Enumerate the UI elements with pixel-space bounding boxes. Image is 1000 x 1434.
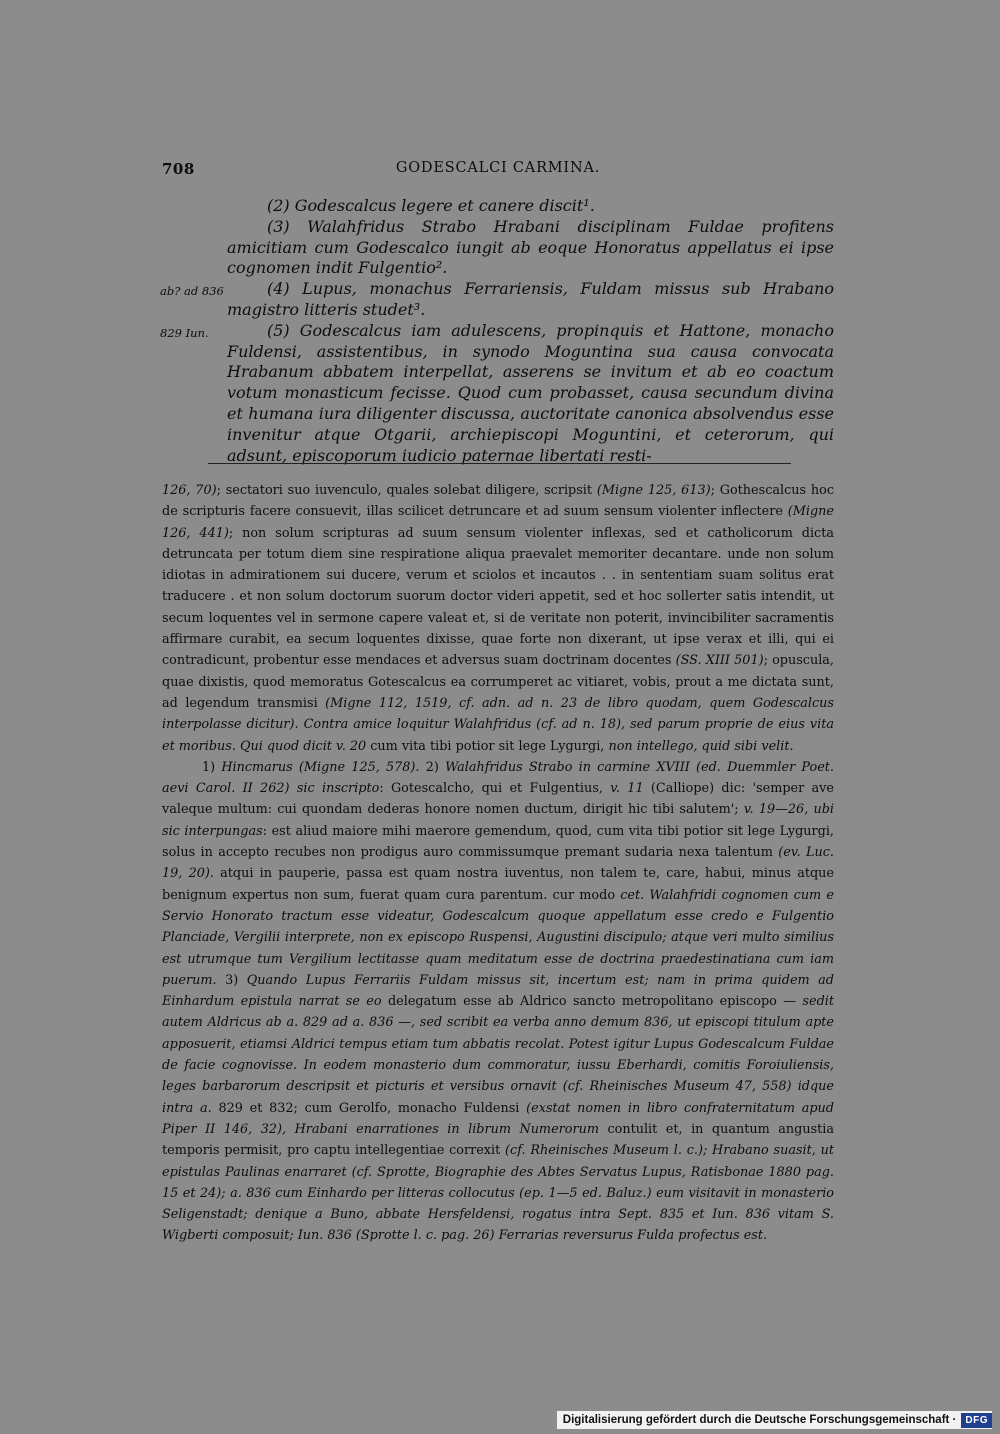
dfg-logo: DFG	[961, 1413, 992, 1428]
main-text	[160, 196, 834, 466]
footer-text: Digitalisierung gefördert durch die Deutsche Forschungsgemeinschaft ·	[562, 1414, 957, 1426]
note-run: ; Gothescalcus hoc de scripturis facere consuevit, illas scilicet detruncare et ad suum sensum violenter inflectere	[162, 483, 834, 520]
note-run-italic: v. 11	[610, 781, 644, 797]
page-number: 708	[162, 160, 195, 178]
note-run-italic: (Migne 126, 441)	[162, 504, 834, 541]
note-run-italic: (exstat nomen in libro confraternitatum apud Piper II 146, 32), Hrabani enarrationes in librum Numerorum	[162, 1100, 834, 1137]
margin-date: ab? ad 836	[160, 284, 224, 299]
note-run: ; opuscula, quae dixistis, quod memoratus Gotescalcus ea corrumperet ac vitiaret, vobis, prout a me dictata sunt, ad legendum transmisi	[162, 653, 834, 711]
note-run: delegatum esse ab Aldrico sancto metropolitano episcopo	[381, 994, 784, 1010]
note-run: 2)	[419, 759, 446, 775]
note-run-italic: 126, 70)	[162, 483, 217, 498]
note-run-italic: Hincmarus (Migne 125, 578).	[221, 759, 420, 775]
note-run-italic: Walahfridi cognomen cum e Servio Honorato tractum esse videatur, Godescalcum quoque appellatum esse credo e Fulgentio Planciade, Vergilii interprete, non ex episcopo Ruspensi, Augustini discipulo; atque veri multo similius est utrumque tum Vergilium lectitasse quam meditatum esse de doctrina praedestinatiana cum iam puerum.	[162, 887, 834, 988]
note-run-italic: (Migne 125, 613)	[596, 483, 711, 498]
entry-3	[227, 217, 834, 279]
note-run-italic: — sedit autem Aldricus ab a. 829 ad a. 836 —, sed scribit ea verba anno demum 836, ut episcopi titulum apte apposuerit, etiamsi Aldrici tempus etiam tum abbatis recolat. Potest igitur Lupus Godescalcum Fuldae de facie cognovisse. In eodem monasterio dum commoratur, iussu Eberhardi, comitis Foroiuliensis, leges barbarorum descripsit et picturis et versibus ornavit (cf. Rheinisches Museum 47, 558) idque intra a.	[162, 994, 834, 1116]
entry-2	[227, 196, 834, 217]
footnote-rule	[208, 463, 791, 464]
note-run: 1)	[202, 759, 222, 775]
footnotes-1-3	[162, 757, 834, 1247]
note-run-italic: Walahfridus Strabo in carmine XVIII (ed. Duemmler Poet. aevi Carol. II 262) sic inscripto	[162, 759, 834, 797]
entry-text: (3) Walahfridus Strabo Hrabani disciplinam Fuldae profitens amicitiam cum Godescalco iungit ab eoque Honoratus appellatus ei ipse cognomen indit Fulgentio².	[227, 216, 834, 278]
entry-4	[160, 279, 834, 321]
note-run: . atqui in pauperie, passa est quam nostra iuventus, non talem te, care, habui, minus atque benignum expertus non sum, fuerat quam cura parentum. cur modo	[162, 866, 834, 903]
running-head: GODESCALCI CARMINA.	[395, 160, 601, 176]
page-header	[162, 160, 834, 184]
note-run: ; sectatori suo iuvenculo, quales solebat diligere, scripsit	[216, 483, 597, 498]
note-run: 829 et 832; cum Gerolfo, monacho Fuldensi	[211, 1100, 527, 1116]
footnotes	[162, 480, 834, 1247]
note-run: : Gotescalcho, qui et Fulgentius,	[379, 781, 611, 797]
margin-date: 829 Iun.	[160, 325, 209, 340]
note-run-italic: Quando Lupus Ferrariis Fuldam missus sit, incertum est; nam in prima quidem ad Einhardum epistula narrat se eo	[162, 972, 834, 1010]
entry-text: (5) Godescalcus iam adulescens, propinquis et Hattone, monacho Fuldensi, assistentibus, in synodo Moguntina sua causa convocata Hrabanum abbatem interpellat, asserens se invitum et ab eo coactum votum monasticum fecisse. Quod cum probasset, causa secundum divina et humana iura diligenter discussa, auctoritate canonica absolvendus esse invenitur atque Otgarii, archiepiscopi Moguntini, et ceterorum, qui adsunt, episcoporum iudicio paternae libertati resti-	[227, 320, 834, 465]
entry-5	[160, 320, 834, 467]
note-run: : est aliud maiore mihi maerore gemendum, quod, cum vita tibi potior sit lege Lygurgi, solus in accepto recubes non prodigus auro commissumque premant sudaria nexa talentum	[162, 823, 834, 861]
note-run-italic: v. 19—26, ubi sic interpungas	[162, 802, 834, 839]
entry-text: (2) Godescalcus legere et canere discit¹.	[267, 196, 595, 215]
entry-text: (4) Lupus, monachus Ferrariensis, Fuldam missus sub Hrabano magistro litteris studet³.	[227, 279, 834, 319]
note-run: contulit et, in quantum angustia temporis permisit, pro captu intellegentiae correxit	[162, 1121, 834, 1159]
note-run: cum vita tibi potior sit lege Lygurgi,	[366, 738, 609, 754]
note-run-italic: (Migne 112, 1519, cf. adn. ad n. 23 de libro quodam, quem Godescalcus interpolasse dicitur). Contra amice loquitur Walahfridus (cf. ad n. 18), sed parum proprie de eius vita et moribus. Qui quod dicit v. 20	[162, 695, 834, 754]
note-run-italic: (ev. Luc. 19, 20)	[162, 845, 834, 882]
note-run-italic: cet.	[620, 887, 645, 903]
note-run-italic: (cf. Rheinisches Museum l. c.); Hrabano suasit, ut epistulas Paulinas enarraret (cf. Sprotte, Biographie des Abtes Servatus Lupus, Ratisbonae 1880 pag. 15 et 24); a. 836 cum Einhardo per litteras collocutus (ep. 1—5 ed. Baluz.) eum visitavit in monasterio Seligenstadt; denique a Buno, abbate Hersfeldensi, rogatus intra Sept. 835 et Iun. 836 vitam S. Wigberti composuit; Iun. 836 (Sprotte l. c. pag. 26) Ferrarias reversurus Fulda profectus est.	[162, 1143, 834, 1244]
dfg-footer	[557, 1411, 992, 1429]
note-run: 3)	[216, 972, 247, 988]
footnote-continuation	[162, 480, 834, 757]
note-run: (Calliope) dic: 'semper ave valeque multum: cui quondam dederas honore nomen ductum, dirigit hic tibi salutem';	[162, 781, 834, 818]
note-run: ; non solum scripturas ad suum sensum violenter inflexas, sed et catholicorum dicta detruncata per totum diem sine respiratione aliqua praevalet memoriter decantare. unde non solum idiotas in admirationem sui ducere, verum et sciolos et incautos . . in sententiam suam solitus erat traducere . et non solum doctorum suorum doctor videri appetit, sed et hoc sollerter satis intendit, ut secum loquentes vel in sermone capere valeat et, si de veritate non poterit, invincibiliter sacramentis affirmare curabit, ea secum loquentes dixisse, quae forte non dixerant, ut ipse verax et illi, qui ei contradicunt, probentur esse mendaces et adversus suam doctrinam docentes	[162, 525, 834, 669]
note-run-italic: (SS. XIII 501)	[675, 653, 764, 669]
note-run-italic: non intellego, quid sibi velit.	[608, 738, 794, 754]
